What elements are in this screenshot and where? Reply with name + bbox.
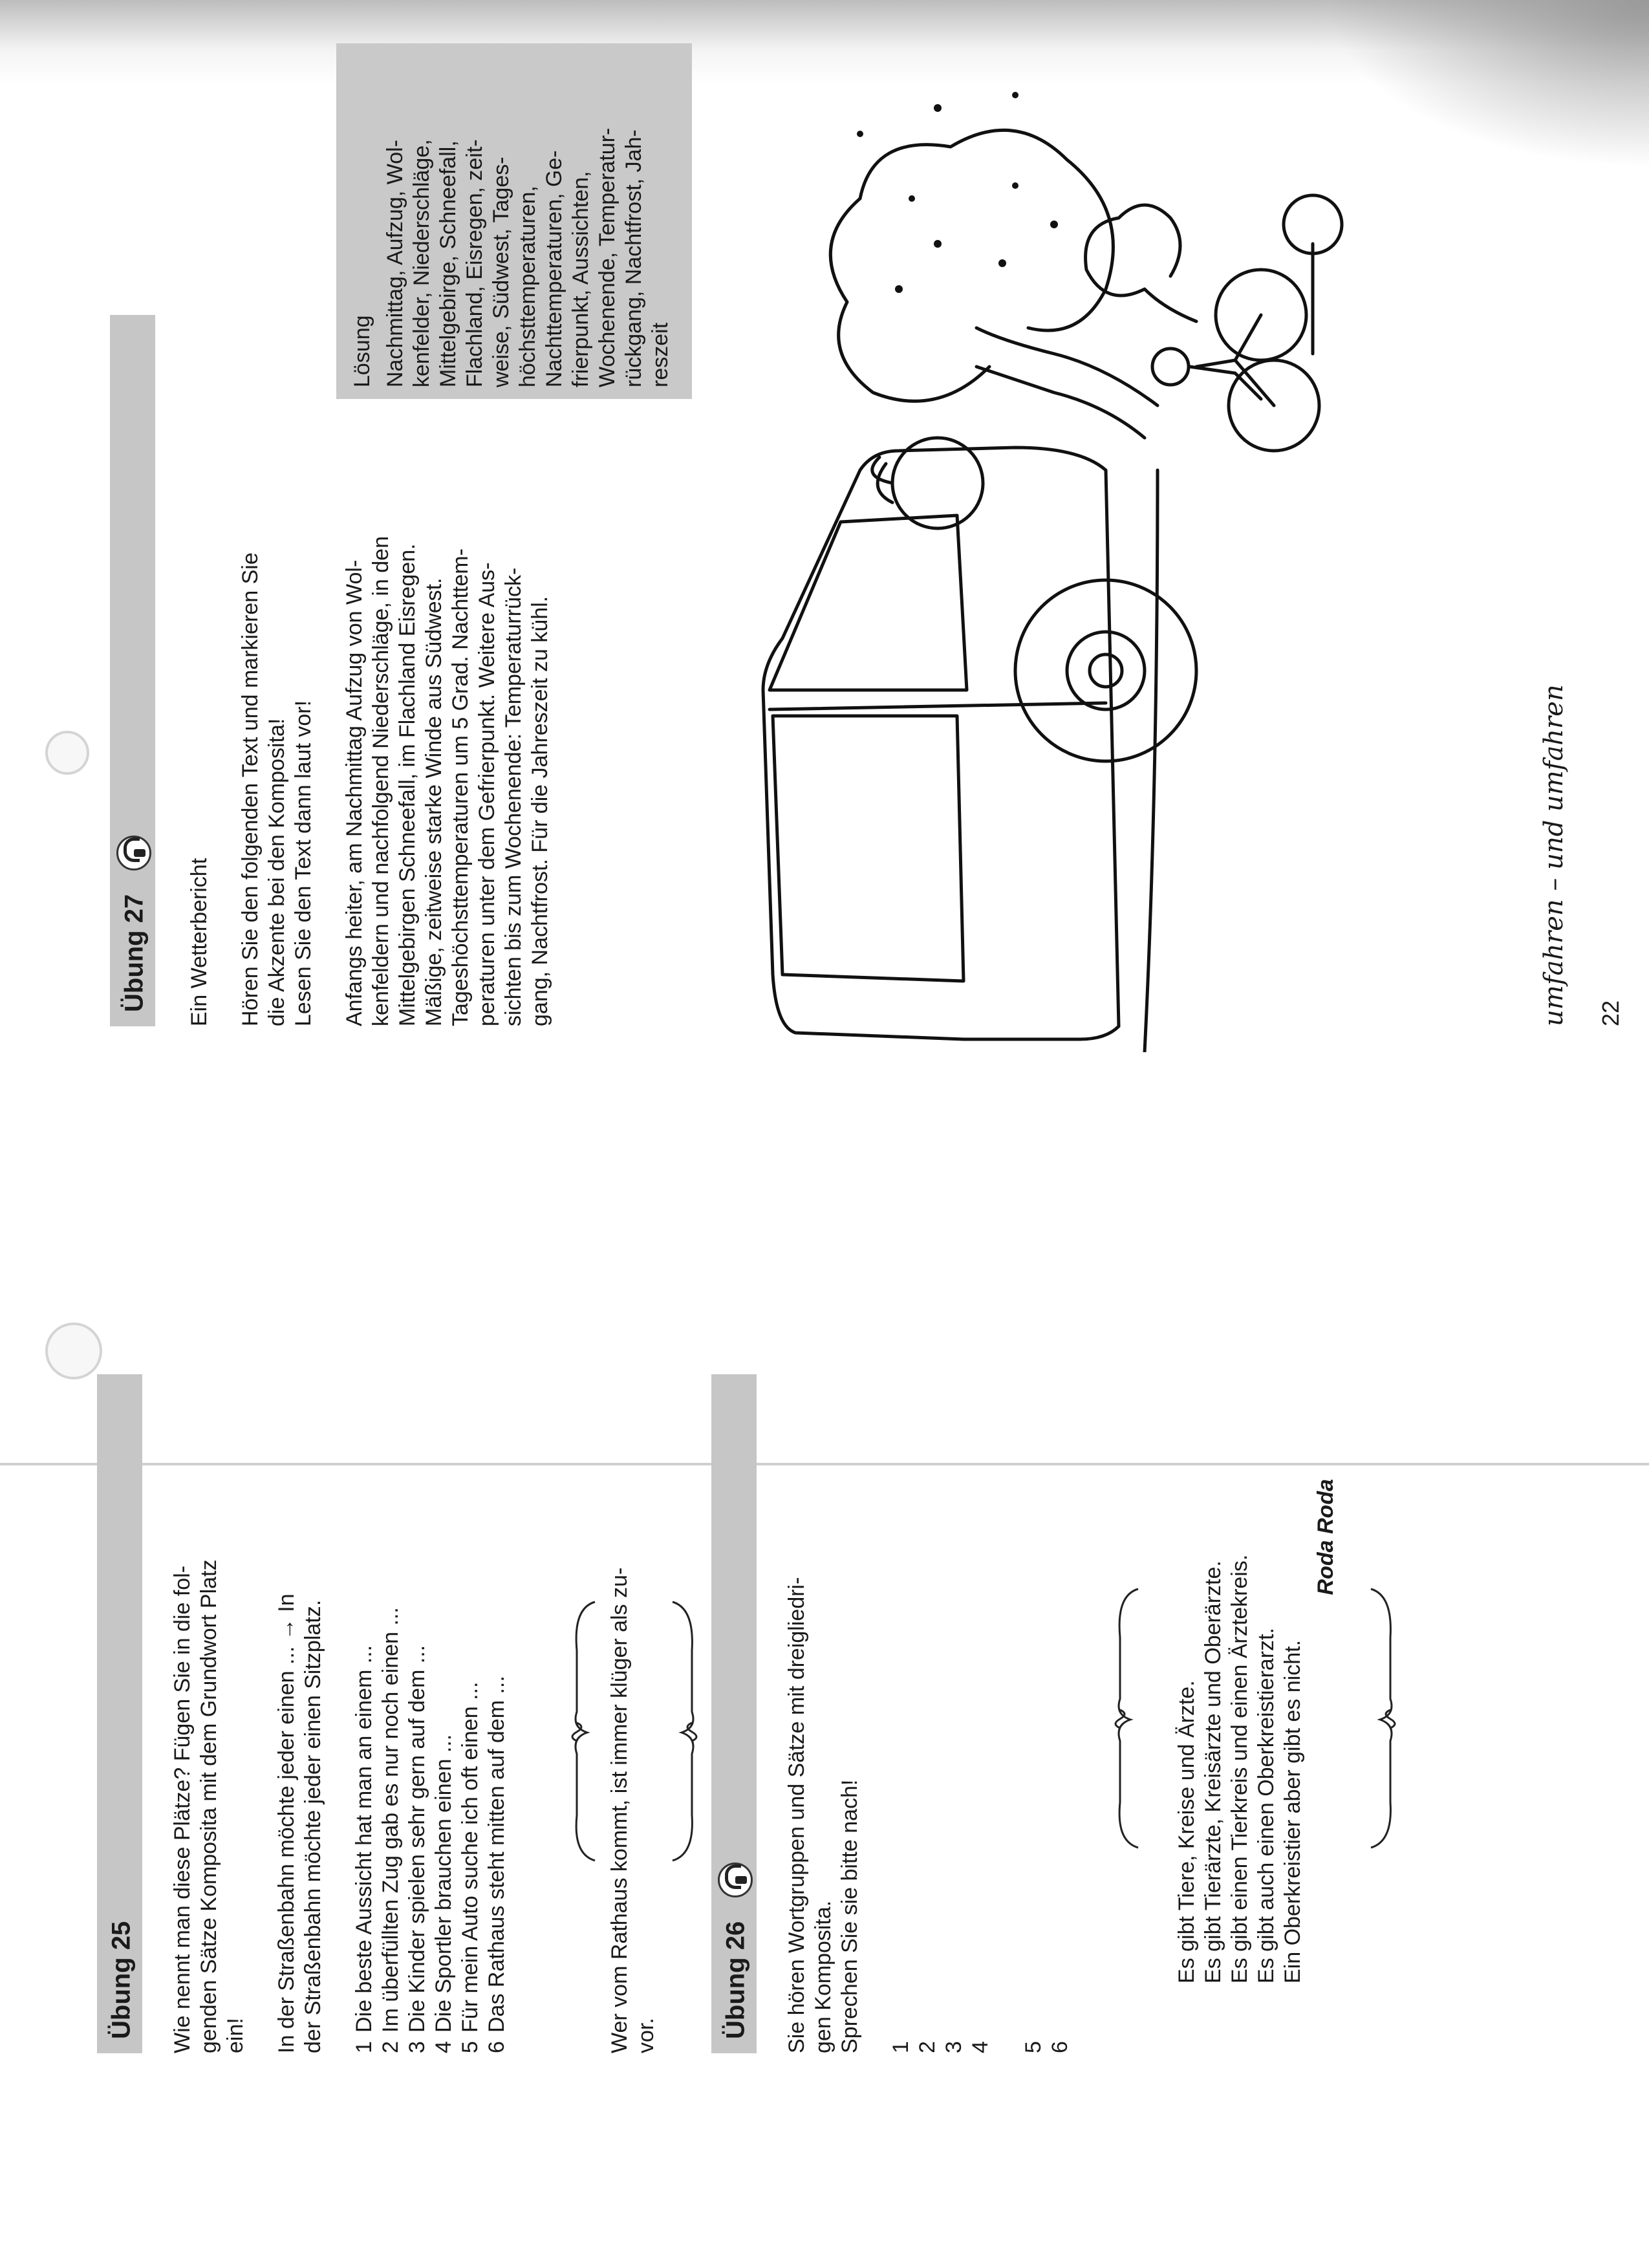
spacer [994,1368,1020,2053]
item-text: Die beste Aussicht hat man an einem ... [352,1645,376,2033]
item-number: 2 [378,2041,403,2053]
instruction-line: gen Komposita. [811,1900,835,2053]
item-text: Die Kinder spielen sehr gern auf dem ... [405,1645,429,2033]
exercise-27-title-bar [110,315,155,1026]
cartoon-car-tree-cyclist [744,43,1552,1052]
exercise-26-instruction [784,1368,863,2053]
poem [1174,1479,1339,1983]
solution-line: Nachttemperaturen, Ge- [542,150,566,387]
small-tree [1086,205,1196,321]
driver-hair [872,457,892,502]
exercise-26-title-bar [711,1374,757,2053]
report-line: peraturen unter dem Gefrierpunkt. Weitere Aus- [475,562,499,1026]
exercise-25-items [351,1368,510,2053]
list-item [351,1368,378,2053]
solution-line: kenfelder, Niederschläge, [409,139,434,387]
item-number: 3 [942,2041,966,2053]
page-number: 22 [1597,1000,1624,1026]
tree-crown [830,130,1113,401]
item-number: 1 [352,2041,376,2053]
instruction-line: Hören Sie den folgenden Text und markieren Sie [238,552,263,1026]
poem-line: Es gibt Tiere, Kreise und Ärzte. [1174,1680,1199,1983]
exercise-25-title-bar [97,1374,142,2053]
solution-line: Mittelgebirge, Schneefall, [436,140,460,387]
solution-line: Flachland, Eisregen, zeit- [462,139,487,387]
item-number: 4 [431,2041,456,2053]
item-number: 6 [484,2041,509,2053]
exercise-26-body [784,1368,1073,2053]
instruction-line: Wie nennt man diese Plätze? Fügen Sie in die fol- [170,1565,195,2053]
instruction-line: ein! [223,2018,248,2053]
example-line: der Straßenbahn möchte jeder einen Sitzplatz. [301,1599,325,2053]
exercise-27-instruction [237,315,317,1026]
solution-line: reszeit [648,322,673,387]
report-line: Mäßige, zeitweise starke Winde aus Südwest. [422,578,446,1026]
saying-line: Wer vom Rathaus kommt, ist immer klüger als zu- [607,1567,632,2053]
item-number: 4 [968,2041,993,2053]
example-line: In der Straßenbahn möchte jeder einen ... → In [274,1593,299,2053]
solution-label: Lösung [350,315,374,387]
item-number: 5 [458,2041,482,2053]
instruction-line: Lesen Sie den Text dann laut vor! [291,700,316,1026]
list-item [404,1368,431,2053]
poem-line: Es gibt Tierärzte, Kreisärzte und Oberärzte. [1201,1561,1225,1983]
saying-line: vor. [634,2018,658,2053]
solution-line: weise, Südwest, Tages- [489,157,513,387]
item-number: 1 [889,2041,913,2053]
headphones-icon [718,1863,753,1897]
decorative-flourish [666,1595,705,1867]
weather-report-text [341,315,554,1026]
poem-line: Es gibt einen Tierkreis und einen Ärztekreis. [1227,1554,1252,1983]
item-number: 2 [915,2041,940,2053]
car-outline [763,448,1119,1039]
saying [607,1368,660,2053]
car-wheel-center [1090,654,1122,687]
list-item [457,1368,484,2053]
exercise-27-title: Übung 27 [120,894,149,1012]
driver-head [892,438,983,528]
weather-report-heading: Ein Wetterbericht [187,858,211,1026]
item-text: Für mein Auto suche ich oft einen ... [458,1681,482,2033]
list-item [484,1368,510,2053]
instruction-line: die Akzente bei den Komposita! [264,718,289,1026]
solution-line: Nachmittag, Aufzug, Wol- [383,140,407,387]
report-line: Tageshöchsttemperaturen um 5 Grad. Nachttem- [448,548,473,1026]
decorative-flourish [1364,1582,1403,1854]
instruction-line: Sie hören Wortgruppen und Sätze mit dreigliedri- [784,1577,809,2053]
car-side-window [773,716,964,981]
leaf-dots [857,92,1058,293]
poem-line: Es gibt auch einen Oberkreistierarzt. [1254,1628,1278,1983]
cyclist-head [1152,349,1189,385]
exercise-27-body [186,315,554,1026]
report-line: kenfeldern und nachfolgend Niederschläge, in den [369,536,393,1026]
exercise-26-title: Übung 26 [721,1921,750,2039]
instruction-line: Sprechen Sie sie bitte nach! [837,1779,862,2053]
solution-line: höchsttemperaturen, [515,186,540,387]
item-text: Die Sportler brauchen einen ... [431,1734,456,2033]
report-line: gang, Nachtfrost. Für die Jahreszeit zu kühl. [528,596,552,1026]
item-text: Das Rathaus steht mitten auf dem ... [484,1676,509,2033]
solution-line: Wochenende, Temperatur- [595,127,620,387]
ground-line [1145,470,1158,1052]
poem-author: Roda Roda [1313,1479,1338,1595]
list-item [431,1368,457,2053]
cyclist-body [1190,367,1261,399]
cartoon-caption: umfahren – und umfahren [1539,684,1569,1026]
solution-line: frierpunkt, Aussichten, [568,171,593,387]
car-door-line [770,703,1106,709]
headphones-icon [116,836,151,870]
instruction-line: genden Sätze Komposita mit dem Grundwort Platz [197,1559,221,2053]
report-line: Anfangs heiter, am Nachmittag Aufzug von Wol- [342,559,367,1026]
car-wheel [1015,580,1196,761]
exercise-25-body [169,1368,510,2053]
exercise-25-title: Übung 25 [107,1921,136,2039]
item-number: 3 [405,2041,429,2053]
solution-line: rückgang, Nachtfrost, Jah- [621,129,646,387]
list-item [378,1368,404,2053]
poem-line: Ein Oberkreistier aber gibt es nicht. [1280,1639,1305,1983]
exercise-25-instruction [169,1368,249,2053]
exercise-25-example [274,1368,327,2053]
car-wheel-hub [1067,632,1145,709]
exercise-26-numbers [888,1368,1073,2053]
item-number: 5 [1021,2041,1046,2053]
item-text: Im überfüllten Zug gab es nur noch einen ... [378,1607,403,2033]
item-number: 6 [1048,2041,1072,2053]
tree-trunk [976,328,1158,438]
solution-box [336,43,692,399]
report-line: sichten bis zum Wochenende: Temperaturrück- [501,567,526,1026]
report-line: Mittelgebirgen Schneefall, im Flachland Eisregen. [395,543,420,1026]
